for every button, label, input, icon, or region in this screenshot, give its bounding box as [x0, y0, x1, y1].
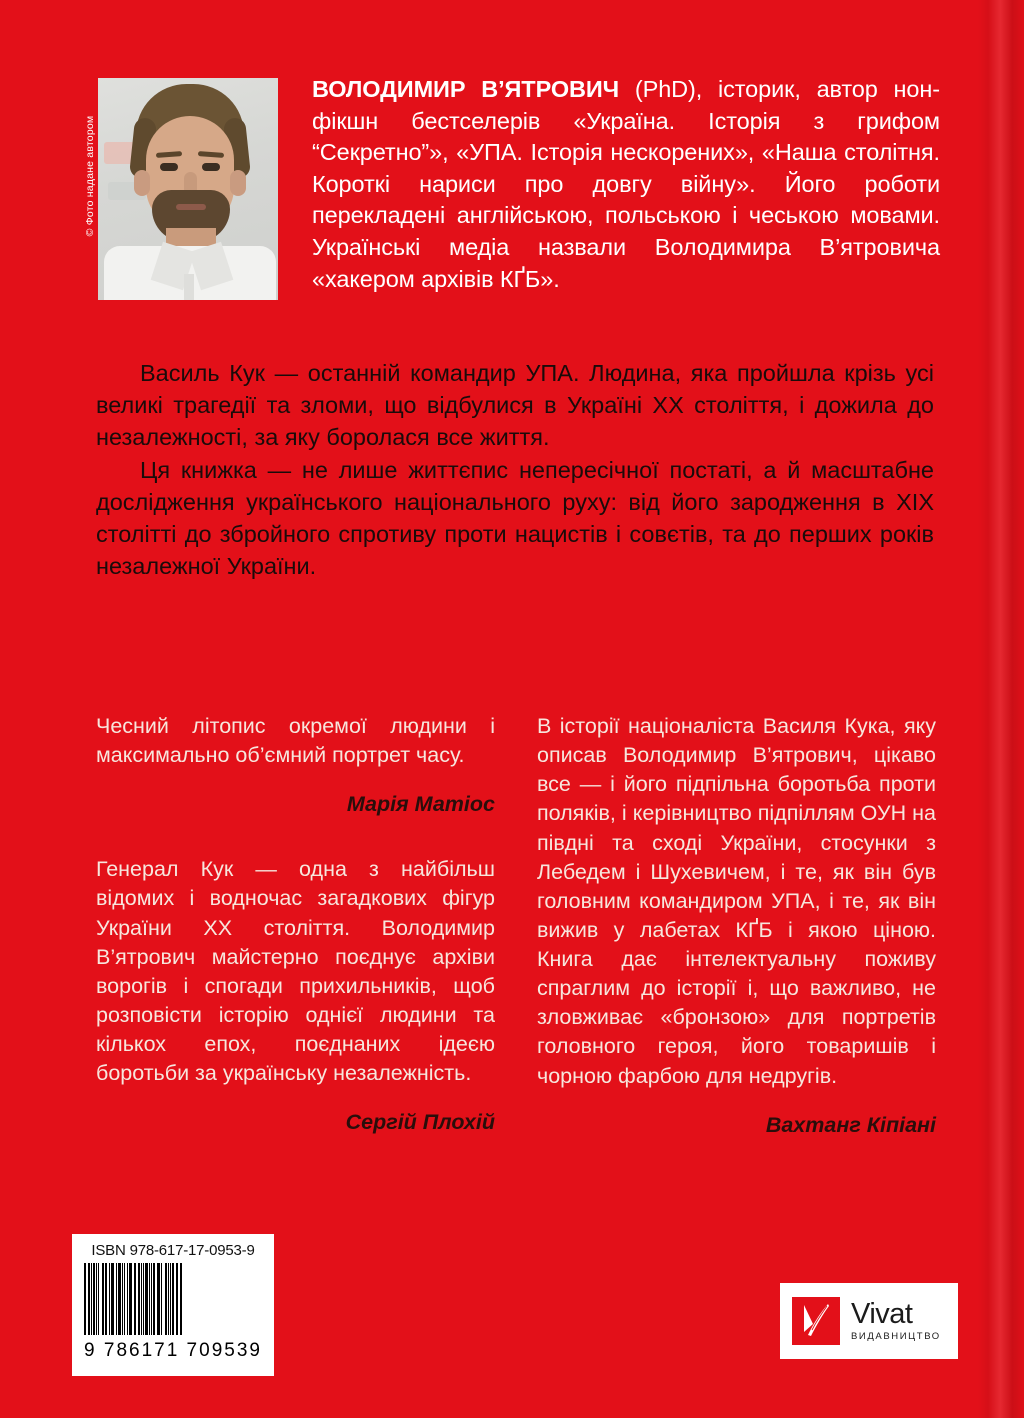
testimonial-text: В історії націоналіста Василя Кука, яку описав Володимир В’ятрович, цікаво все — і його підпільна боротьба проти поляків, і керівництво підпіллям ОУН на півдні та сході України, стосунки з Лебедем і Шухевичем, і те, як він був головним командиром УПА, і те, як він вижив у лабетах КҐБ і якою ціною. Книга дає інтелектуальну поживу спраглим до історії і, що важливо, не зловживає «бронзою» для портретів головного героя, його товаришів і чорною фарбою для недругів. — [537, 714, 936, 1088]
quill-icon-glyph — [801, 1302, 831, 1340]
spine-shading — [978, 0, 1024, 1418]
publisher-wordmark — [851, 1300, 941, 1342]
publisher-logo — [780, 1283, 958, 1359]
testimonial-text: Генерал Кук — одна з найбільш відомих і водночас загадкових фігур України ХХ століття. Володимир В’ятрович майстерно поєднує архіви ворогів і спогади прихильників, щоб розповісти історію однієї людини та кількох епох, поєднаних ідеєю боротьби за українську незалежність. — [96, 857, 495, 1086]
author-photo — [98, 78, 278, 300]
photo-credit — [72, 78, 98, 300]
book-synopsis — [96, 358, 934, 583]
portrait-mouth — [176, 204, 206, 210]
portrait-eye-right — [202, 163, 220, 171]
synopsis-paragraph-2: Ця книжка — не лише життєпис непересічної постаті, а й масштабне дослідження українського національного руху: від його зародження в ХІХ столітті до збройного спротиву проти нацистів і совєтів, та до перших років незалежної України. — [96, 457, 934, 579]
quill-icon — [792, 1297, 840, 1345]
synopsis-paragraph-1: Василь Кук — останній командир УПА. Людина, яка пройшла крізь усі великі трагедії та зломи, що відбулися в Україні ХХ століття, і дожила до незалежності, за яку боролася все життя. — [96, 360, 934, 450]
barcode-digits: 9 786171 709539 — [84, 1340, 262, 1361]
author-portrait-image — [98, 78, 278, 300]
testimonial-text: Чесний літопис окремої людини і максимально об’ємний портрет часу. — [96, 714, 495, 768]
photo-credit-label: © Фото надане автором — [84, 115, 96, 237]
publisher-subtitle: ВИДАВНИЦТВО — [851, 1331, 941, 1343]
testimonial — [537, 712, 936, 1138]
testimonial-author: Вахтанг Кіпіані — [765, 1112, 936, 1137]
testimonial-author: Марія Матіос — [346, 792, 495, 817]
isbn-barcode — [72, 1234, 274, 1376]
testimonial — [96, 712, 495, 817]
testimonials-right-column — [537, 712, 936, 1138]
isbn-label: ISBN 978-617-17-0953-9 — [91, 1242, 255, 1259]
testimonial — [96, 855, 495, 1135]
author-block — [72, 78, 940, 300]
barcode-bars — [84, 1263, 262, 1335]
portrait-shirt-placket — [184, 274, 194, 300]
author-bio-text: (PhD), історик, автор нон-фікшн бестселерів «Україна. Історія з грифом “Секретно”», «УПА. Історія нескорених», «Наша столітня. Короткі нариси про довгу війну». Його роботи перекладені англійською, польською і чеською мовами. Українські медіа назвали Володимира В’ятровича «хакером архівів КҐБ». — [312, 76, 941, 292]
portrait-eye-left — [160, 163, 178, 171]
publisher-name: Vivat — [851, 1298, 913, 1331]
portrait-ear-left — [134, 170, 150, 196]
author-bio — [312, 74, 940, 295]
testimonial-author: Сергій Плохій — [345, 1110, 495, 1135]
author-name: ВОЛОДИМИР В’ЯТРОВИЧ — [312, 76, 620, 102]
testimonials — [96, 712, 936, 1138]
portrait-ear-right — [230, 170, 246, 196]
testimonials-left-column — [96, 712, 495, 1138]
